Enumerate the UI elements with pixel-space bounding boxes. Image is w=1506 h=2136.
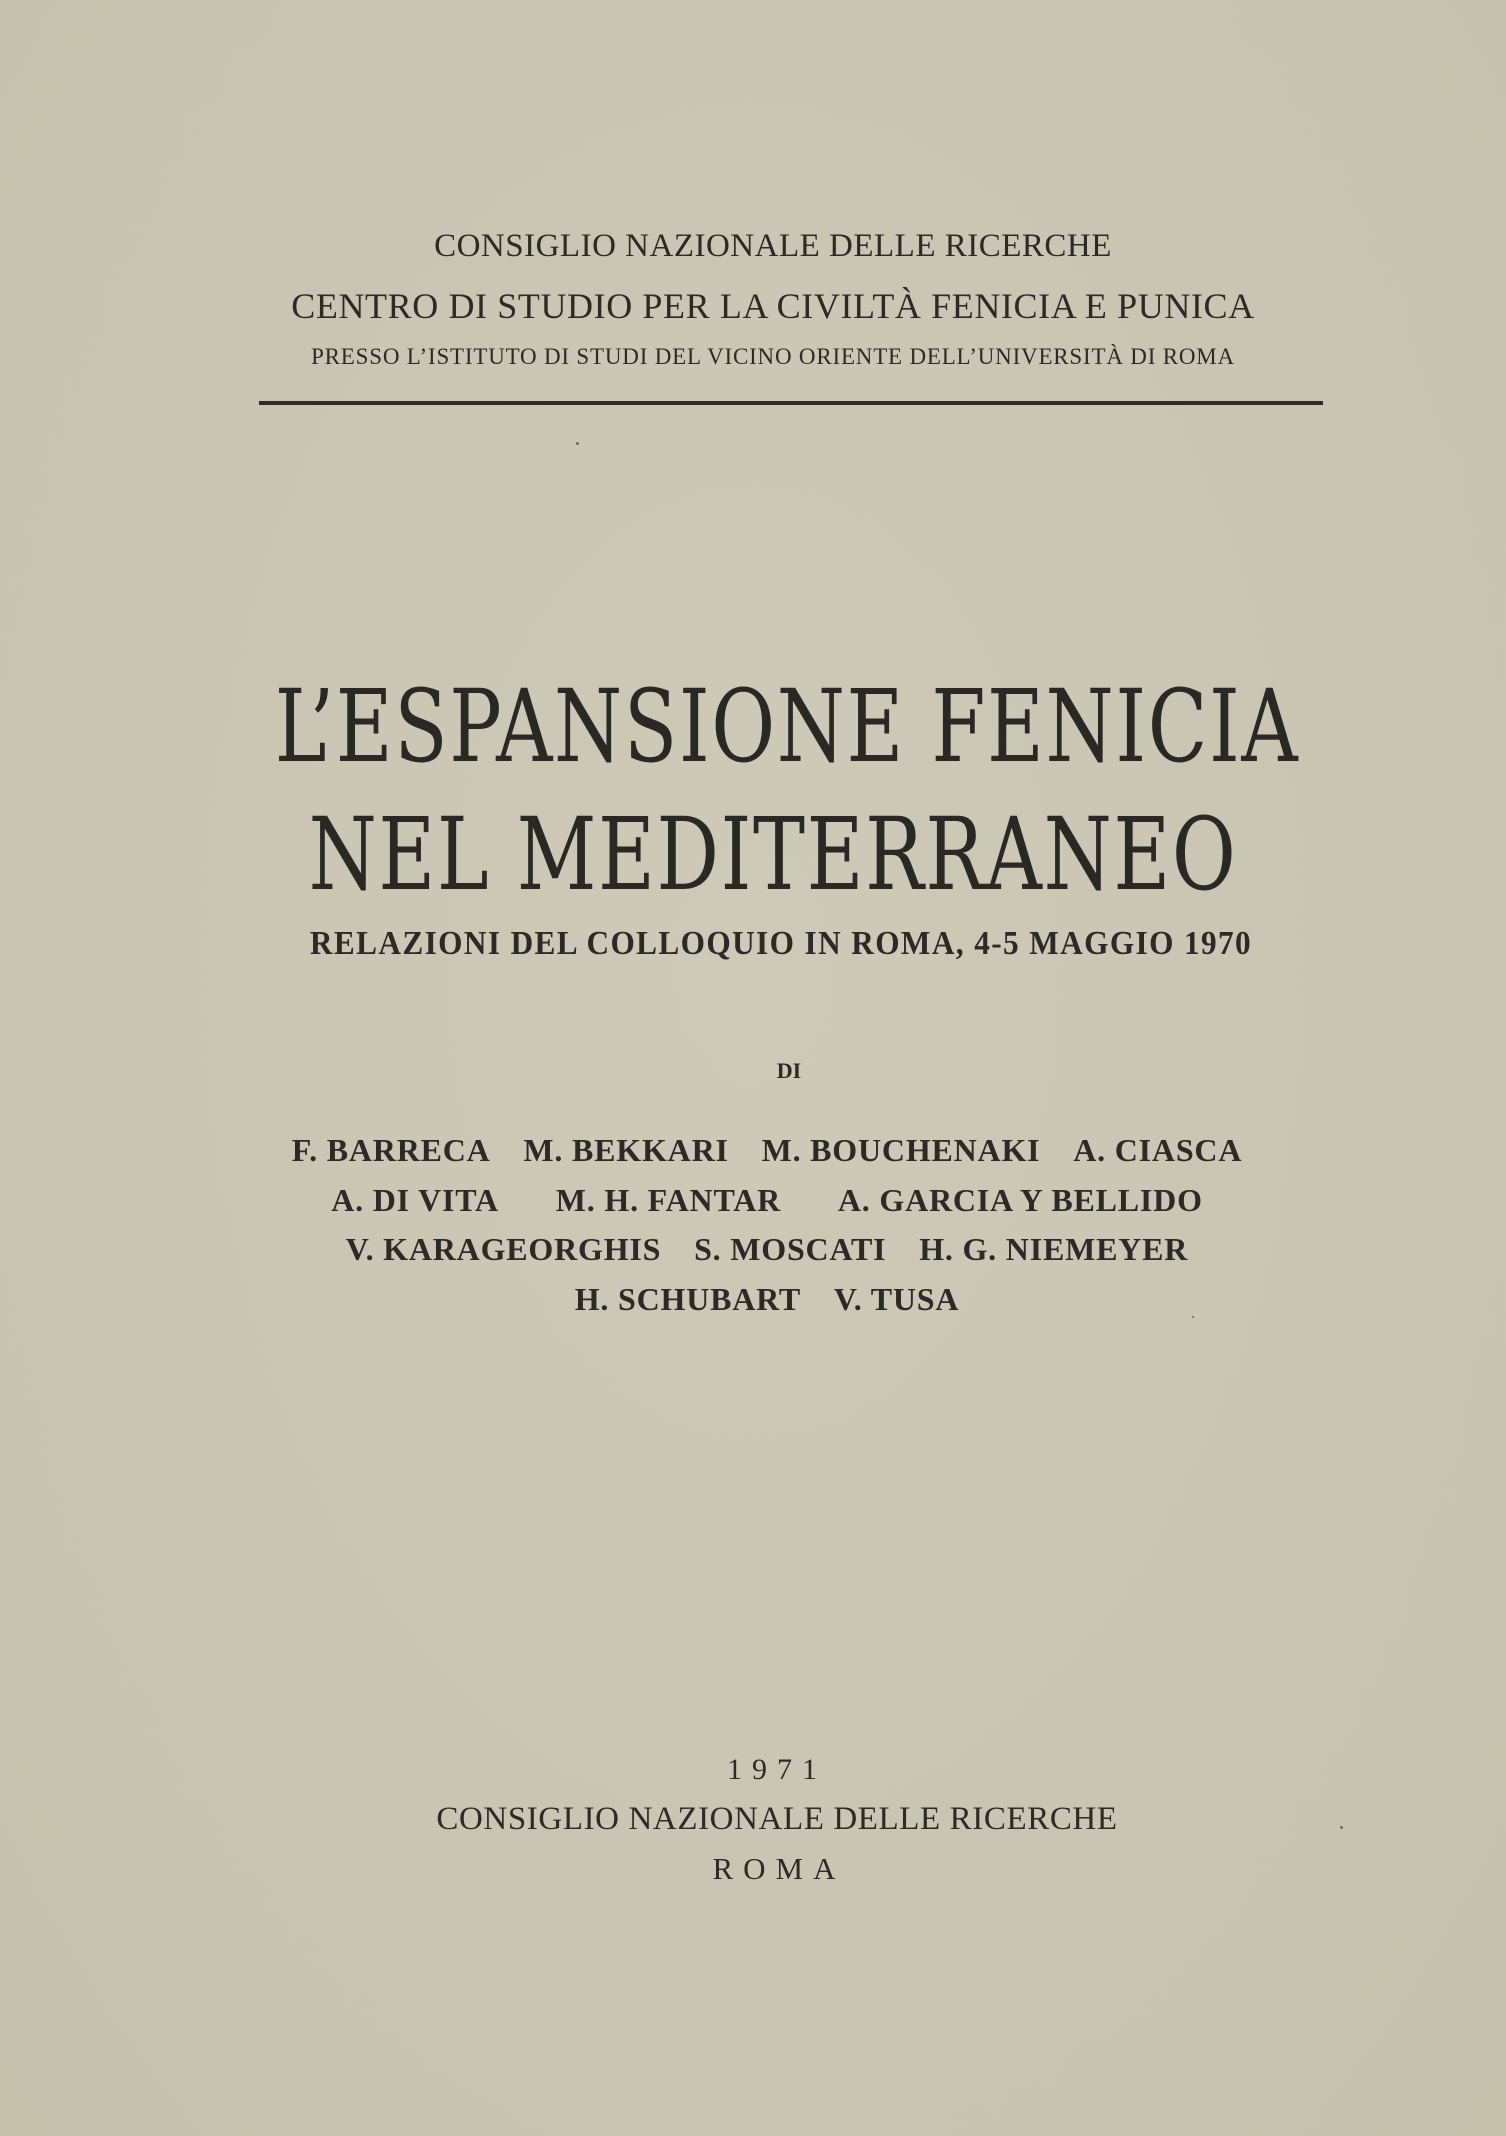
- author-line-3: [0, 1225, 1506, 1275]
- author: H. G. NIEMEYER: [919, 1231, 1189, 1267]
- author: A. DI VITA: [331, 1181, 499, 1218]
- authors-intro: DI: [776, 1058, 802, 1083]
- header-rule: [259, 401, 1323, 405]
- publication-city: ROMA: [712, 1851, 846, 1886]
- title-line-2: NEL MEDITERRANEO: [308, 796, 1238, 913]
- author: A. CIASCA: [1073, 1132, 1243, 1168]
- centre-name: CENTRO DI STUDIO PER LA CIVILTÀ FENICIA E PUNICA: [291, 286, 1255, 326]
- author: M. H. FANTAR: [555, 1181, 782, 1218]
- affiliation: PRESSO L’ISTITUTO DI STUDI DEL VICINO ORIENTE DELL’UNIVERSITÀ DI ROMA: [311, 344, 1235, 369]
- author-line-4: [0, 1275, 1506, 1325]
- author: V. TUSA: [833, 1280, 960, 1317]
- author: S. MOSCATI: [694, 1231, 887, 1267]
- paper-speck: [576, 442, 579, 445]
- author: A. GARCIA Y BELLIDO: [837, 1181, 1203, 1218]
- title-line-1: L’ESPANSIONE FENICIA: [274, 668, 1300, 785]
- author: F. BARRECA: [291, 1132, 491, 1168]
- author: H. SCHUBART: [574, 1280, 802, 1317]
- author-list: [0, 1126, 1506, 1324]
- subtitle: RELAZIONI DEL COLLOQUIO IN ROMA, 4-5 MAGGIO 1970: [309, 925, 1253, 962]
- author: M. BOUCHENAKI: [761, 1132, 1041, 1168]
- author: M. BEKKARI: [523, 1132, 729, 1168]
- author-line-2: [0, 1176, 1506, 1226]
- institution-name: CONSIGLIO NAZIONALE DELLE RICERCHE: [434, 228, 1112, 264]
- paper-speck: [1340, 1826, 1343, 1829]
- paper-speck: [1192, 1316, 1194, 1318]
- publisher: CONSIGLIO NAZIONALE DELLE RICERCHE: [436, 1801, 1118, 1837]
- author: V. KARAGEORGHIS: [345, 1231, 662, 1267]
- publication-year: 1971: [727, 1753, 827, 1786]
- author-line-1: [0, 1126, 1506, 1176]
